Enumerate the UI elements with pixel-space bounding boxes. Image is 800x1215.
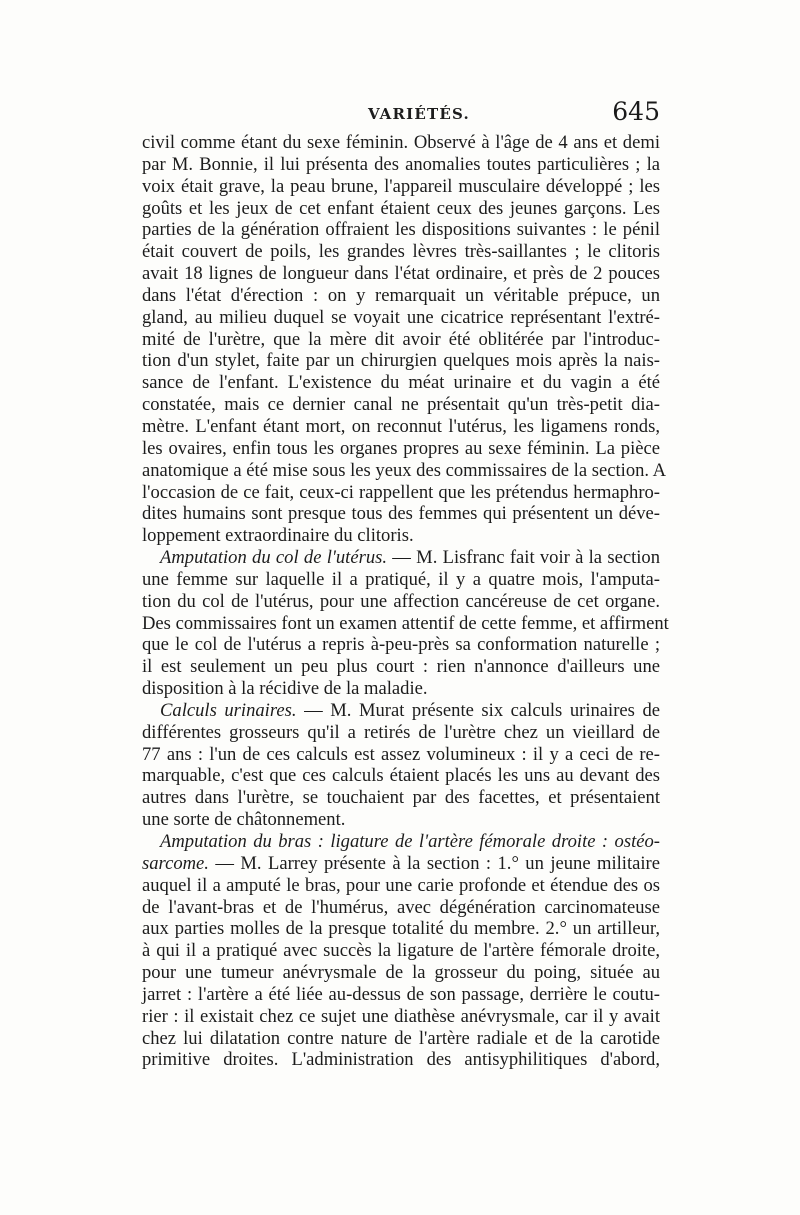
text-line: civil comme étant du sexe féminin. Observé à l'âge de 4 ans et demi (142, 132, 660, 153)
text-line: disposition à la récidive de la maladie. (142, 678, 428, 700)
text-line: sance de l'enfant. L'existence du méat urinaire et du vagin a été (142, 372, 660, 394)
text-line: les ovaires, enfin tous les organes propres au sexe féminin. La pièce (142, 437, 660, 459)
text-line: Calculs urinaires. — M. Murat présente six calculs urinaires de (160, 699, 660, 721)
text-line: une femme sur laquelle il a pratiqué, il y a quatre mois, l'amputa- (142, 568, 660, 590)
text-line: auquel il a amputé le bras, pour une carie profonde et étendue des os (142, 874, 660, 896)
text-line: mètre. L'enfant étant mort, on reconnut l'utérus, les ligamens ronds, (142, 415, 660, 437)
running-head: VARIÉTÉS. (368, 105, 470, 123)
text-line: Des commissaires font un examen attentif de cette femme, et affirment (142, 612, 669, 634)
text-line: voix était grave, la peau brune, l'appareil musculaire développé ; les (142, 175, 660, 197)
text-line: parties de la génération offraient les dispositions suivantes : le pénil (142, 219, 660, 241)
text-line: à qui il a pratiqué avec succès la ligature de l'artère fémorale droite, (142, 940, 660, 962)
text-line: mité de l'urètre, que la mère dit avoir été oblitérée par l'introduc- (142, 328, 660, 350)
text-line: rier : il existait chez ce sujet une diathèse anévrysmale, car il y avait (142, 1005, 660, 1027)
text-line: constatée, mais ce dernier canal ne présentait qu'un très-petit dia- (142, 394, 660, 416)
text-line: il est seulement un peu plus court : rien n'annonce d'ailleurs une (142, 656, 660, 678)
text-line: aux parties molles de la presque totalité du membre. 2.° un artilleur, (142, 918, 660, 940)
text-line: différentes grosseurs qu'il a retirés de l'urètre chez un vieillard de (142, 721, 660, 743)
text-line: par M. Bonnie, il lui présenta des anomalies toutes particulières ; la (142, 153, 660, 175)
text-line: gland, au milieu duquel se voyait une cicatrice représentant l'extré- (142, 306, 660, 328)
page-header (148, 97, 660, 130)
text-line: primitive droites. L'administration des antisyphilitiques d'abord, (142, 1049, 660, 1071)
text-line: une sorte de châtonnement. (142, 809, 346, 831)
text-line: dites humains sont presque tous des femmes qui présentent un déve- (142, 503, 660, 525)
text-line: 77 ans : l'un de ces calculs est assez volumineux : il y a ceci de re- (142, 743, 660, 765)
text-line: chez lui dilatation contre nature de l'artère radiale et de la carotide (142, 1027, 660, 1049)
text-line: anatomique a été mise sous les yeux des commissaires de la section. A (142, 459, 667, 481)
text-line: que le col de l'utérus a repris à-peu-près sa conformation naturelle ; (142, 634, 660, 656)
text-line: Amputation du col de l'utérus. — M. Lisfranc fait voir à la section (160, 547, 661, 569)
text-line: dans l'état d'érection : on y remarquait un véritable prépuce, un (142, 284, 660, 306)
text-line: jarret : l'artère a été liée au-dessus de son passage, derrière le coutu- (142, 983, 660, 1005)
text-line: de l'avant-bras et de l'humérus, avec dégénération carcinomateuse (142, 896, 660, 918)
text-line: l'occasion de ce fait, ceux-ci rappellent que les prétendus hermaphro- (142, 481, 660, 503)
text-line: tion d'un stylet, faite par un chirurgien quelques mois après la nais- (142, 350, 660, 372)
text-line: avait 18 lignes de longueur dans l'état ordinaire, et près de 2 pouces (142, 263, 660, 285)
text-line: marquable, c'est que ces calculs étaient placés les uns au devant des (142, 765, 660, 787)
text-line: sarcome. — M. Larrey présente à la section : 1.° un jeune militaire (142, 852, 660, 874)
text-line: pour une tumeur anévrysmale de la grosseur du poing, située au (142, 962, 660, 984)
page-number: 645 (612, 97, 660, 126)
text-line: tion du col de l'utérus, pour une affection cancéreuse de cet organe. (142, 590, 660, 612)
text-line: autres dans l'urètre, se touchaient par des facettes, et présentaient (142, 787, 660, 809)
text-line: loppement extraordinaire du clitoris. (142, 525, 414, 547)
text-line: Amputation du bras : ligature de l'artère fémorale droite : ostéo- (160, 831, 660, 852)
text-line: était couvert de poils, les grandes lèvres très-saillantes ; le clitoris (142, 241, 660, 263)
text-line: goûts et les jeux de cet enfant étaient ceux des jeunes garçons. Les (142, 197, 660, 219)
body-text (142, 132, 669, 1071)
